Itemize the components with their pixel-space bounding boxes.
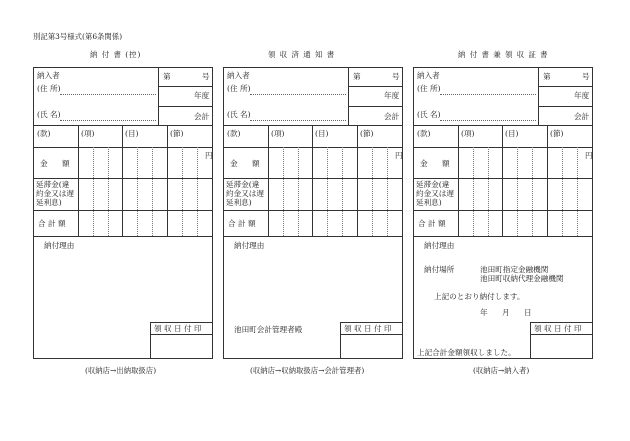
form3-number-label: 第 bbox=[543, 72, 551, 81]
form2-addressee: 池田町会計管理者殿 bbox=[234, 325, 303, 334]
form2-stamp-label: 領 収 日 付 印 bbox=[344, 324, 392, 333]
form3-address-label: (住 所) bbox=[417, 84, 441, 93]
form3-stamp-label: 領 収 日 付 印 bbox=[534, 324, 582, 333]
form3-reason-label: 納付理由 bbox=[424, 241, 455, 250]
form2-title: 領 収 済 通 知 書 bbox=[268, 50, 336, 59]
form2-receipt-notice bbox=[223, 67, 403, 359]
form-number-label: 別記第3号様式(第6条関係) bbox=[33, 32, 123, 41]
form1-column-setsu: (節) bbox=[170, 129, 184, 138]
form1-column-kou: (項) bbox=[81, 129, 95, 138]
form1-year-label: 年度 bbox=[194, 91, 210, 100]
form1-payment-slip-stub bbox=[33, 67, 213, 359]
form3-place-label: 納付場所 bbox=[424, 265, 455, 274]
form1-routing: (収納店→出納取扱店) bbox=[85, 366, 157, 375]
form1-number-suffix: 号 bbox=[202, 72, 210, 81]
form3-number-suffix: 号 bbox=[582, 72, 590, 81]
form2-address-label: (住 所) bbox=[227, 84, 251, 93]
form2-payer-label: 納入者 bbox=[227, 71, 250, 80]
form3-payer-label: 納入者 bbox=[417, 71, 440, 80]
form3-place-line1: 池田町指定金融機関 bbox=[480, 265, 549, 274]
form3-received-total: 上記合計金額領収しました。 bbox=[417, 348, 516, 357]
form3-total-label: 合 計 額 bbox=[418, 219, 446, 228]
form3-place-line2: 池田町収納代理金融機関 bbox=[480, 274, 564, 283]
form1-column-moku: (目) bbox=[125, 129, 139, 138]
form3-column-kou: (項) bbox=[461, 129, 475, 138]
form1-name-label: (氏 名) bbox=[37, 110, 61, 119]
form3-title: 納 付 書 兼 領 収 証 書 bbox=[458, 50, 549, 59]
form3-column-setsu: (節) bbox=[550, 129, 564, 138]
form1-column-kan: (款) bbox=[37, 129, 51, 138]
form1-payer-label: 納入者 bbox=[37, 71, 60, 80]
form2-column-setsu: (節) bbox=[360, 129, 374, 138]
form1-title: 納 付 書 (控) bbox=[90, 50, 142, 59]
form3-column-kan: (款) bbox=[417, 129, 431, 138]
form1-account-label: 会計 bbox=[194, 112, 210, 121]
form1-reason-label: 納付理由 bbox=[44, 241, 75, 250]
form3-account-label: 会計 bbox=[574, 112, 590, 121]
form1-address-label: (住 所) bbox=[37, 84, 61, 93]
form2-late-fee-line2: 約金又は遅 bbox=[226, 189, 264, 198]
form2-late-fee-line1: 延滞金(違 bbox=[226, 180, 260, 189]
form3-late-fee-line1: 延滞金(違 bbox=[416, 180, 450, 189]
form3-name-label: (氏 名) bbox=[417, 110, 441, 119]
form2-yen-label: 円 bbox=[395, 151, 403, 160]
form2-account-label: 会計 bbox=[384, 112, 400, 121]
form2-reason-label: 納付理由 bbox=[234, 241, 265, 250]
form2-number-suffix: 号 bbox=[392, 72, 400, 81]
form1-number-label: 第 bbox=[163, 72, 171, 81]
form3-routing: (収納店→納入者) bbox=[473, 366, 530, 375]
form2-late-fee-line3: 延利息) bbox=[226, 198, 252, 207]
form2-column-kan: (款) bbox=[227, 129, 241, 138]
form2-routing: (収納店→収納取扱店→会計管理者) bbox=[250, 366, 365, 375]
form3-yen-label: 円 bbox=[585, 151, 593, 160]
form2-column-kou: (項) bbox=[271, 129, 285, 138]
form1-total-label: 合 計 額 bbox=[38, 219, 66, 228]
form1-late-fee-line1: 延滞金(違 bbox=[36, 180, 70, 189]
form2-total-label: 合 計 額 bbox=[228, 219, 256, 228]
form3-amount-label: 金 額 bbox=[420, 159, 456, 168]
form3-date-text: 年 月 日 bbox=[480, 308, 532, 317]
form1-late-fee-line2: 約金又は遅 bbox=[36, 189, 74, 198]
form2-amount-label: 金 額 bbox=[230, 159, 266, 168]
form3-received-text: 上記のとおり納付します。 bbox=[434, 292, 525, 301]
form2-year-label: 年度 bbox=[384, 91, 400, 100]
form1-amount-label: 金 額 bbox=[40, 159, 76, 168]
form1-stamp-label: 領 収 日 付 印 bbox=[154, 324, 202, 333]
form1-late-fee-line3: 延利息) bbox=[36, 198, 62, 207]
form3-payment-receipt bbox=[413, 67, 593, 359]
form2-number-label: 第 bbox=[353, 72, 361, 81]
form3-late-fee-line2: 約金又は遅 bbox=[416, 189, 454, 198]
form3-column-moku: (目) bbox=[505, 129, 519, 138]
form3-late-fee-line3: 延利息) bbox=[416, 198, 442, 207]
form1-yen-label: 円 bbox=[205, 151, 213, 160]
form2-column-moku: (目) bbox=[315, 129, 329, 138]
form2-name-label: (氏 名) bbox=[227, 110, 251, 119]
form3-year-label: 年度 bbox=[574, 91, 590, 100]
